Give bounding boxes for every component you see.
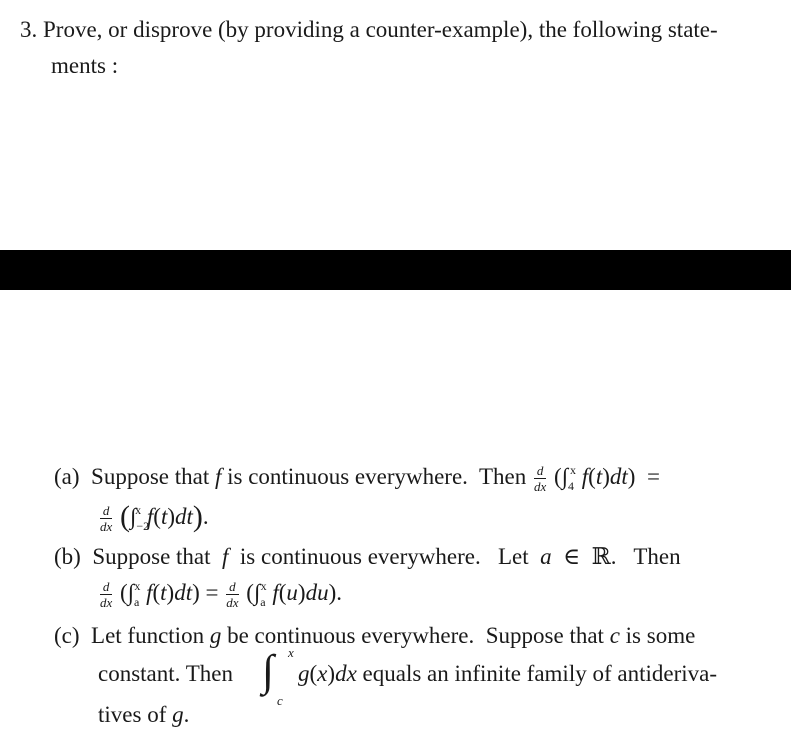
- part-b-line-1: (b) Suppose that f is continuous everywhere. Let a ∈ ℝ. Then: [54, 544, 681, 569]
- part-c-label: (c): [54, 623, 80, 648]
- part-c-line-2-pre: constant. Then: [98, 661, 233, 686]
- problem-statement-line-1: [20, 18, 718, 41]
- problem-text-1: Prove, or disprove (by providing a counter-example), the following state-: [43, 17, 718, 42]
- problem-number: 3.: [20, 17, 38, 42]
- part-c-line-3: tives of g.: [98, 702, 190, 727]
- part-c-line-2-post: g(x)dx equals an infinite family of antideriva-: [298, 661, 717, 686]
- integral-sign: ∫: [262, 646, 275, 695]
- part-c-line-2: [98, 662, 233, 685]
- part-a-line-2: $\frac{d}{dx}$ ($\int_{-2}^x$ f(t)dt).: [100, 500, 209, 535]
- redaction-bar: [0, 250, 791, 290]
- part-b-label: (b): [54, 544, 81, 569]
- part-a-label: (a): [54, 463, 80, 489]
- integral-upper-limit: x: [288, 645, 294, 660]
- part-a-line-1: (a) Suppose that f is continuous everywhere. Then $\frac{d}{dx}$ ($\int_4^x$ f(t)dt) =: [54, 462, 660, 494]
- problem-statement-line-2: ments :: [51, 53, 119, 78]
- derivative-operator: $\frac{d}{dx}$: [534, 463, 547, 494]
- part-b-line-2: $\frac{d}{dx}$ ($\int_a^x$ f(t)dt) = $\frac{d}{dx}$ ($\int_a^x$ f(u)du).: [100, 578, 342, 610]
- integral-lower-limit: c: [277, 693, 283, 708]
- part-c-line-1: (c) Let function g be continuous everywhere. Suppose that c is some: [54, 623, 696, 648]
